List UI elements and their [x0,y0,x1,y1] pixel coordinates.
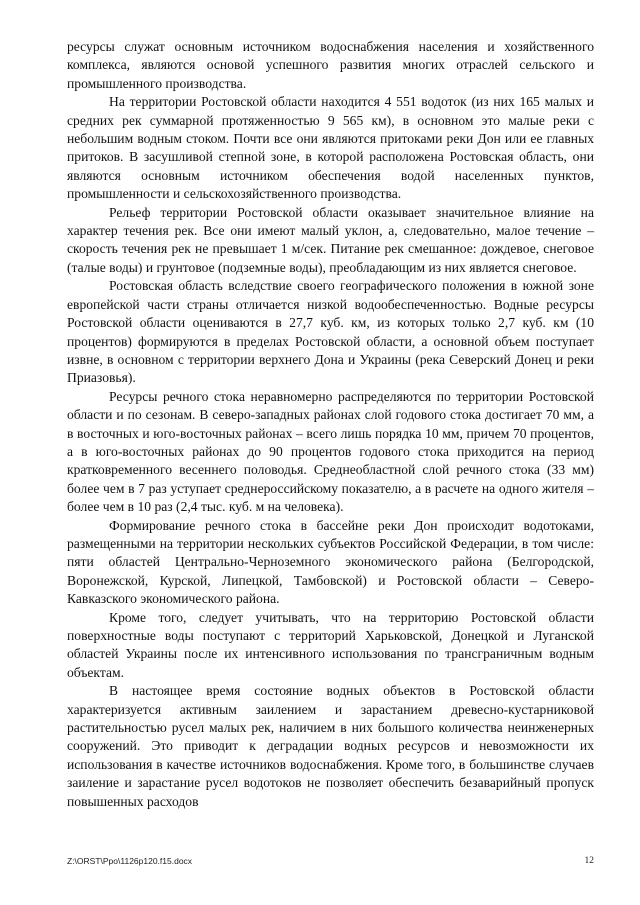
paragraph-6: Формирование речного стока в бассейне реки Дон происходит водотоками, размещенными на территории нескольких субъектов Российской Федерации, в том числе: пяти областей Центрально-Черноземного экономического района (Белгородской, Воронежской, Курской, Липецкой, Тамбовской) и Ростовской области – Северо-Кавказского экономического района. [67,517,594,607]
paragraph-2: На территории Ростовской области находится 4 551 водоток (из них 165 малых и средних рек суммарной протяженностью 9 565 км), в основном это малые реки с небольшим водным стоком. Почти все они являются притоками реки Дон или ее главных притоков. В засушливой степной зоне, в которой расположена Ростовская область, они являются основным источником обеспечения водой населенных пунктов, промышленности и сельскохозяйственного производства. [67,94,594,202]
document-body [67,38,594,811]
footer-file-path: Z:\ORST\Ppo\1126p120.f15.docx [67,856,193,866]
paragraph-3: Рельеф территории Ростовской области оказывает значительное влияние на характер течения рек. Все они имеют малый уклон, а, следовательно, малое течение – скорость течения рек не превышает 1 м/сек. Питание рек смешанное: дождевое, снеговое (талые воды) и грунтовое (подземные воды), преобладающим из них является снеговое. [67,204,594,275]
page-number: 12 [584,856,594,866]
paragraph-4: Ростовская область вследствие своего географического положения в южной зоне европейской части страны отличается низкой водообеспеченностью. Водные ресурсы Ростовской области оцениваются в 27,7 куб. км, из которых только 2,7 куб. км (10 процентов) формируются в пределах Ростовской области, а основной объем поступает извне, в основном с территории верхнего Дона и Украины (река Северский Донец и реки Приазовья). [67,278,594,386]
paragraph-1: ресурсы служат основным источником водоснабжения населения и хозяйственного комплекса, являются основой успешного развития многих отраслей сельского и промышленного производства. [67,39,594,91]
paragraph-8: В настоящее время состояние водных объектов в Ростовской области характеризуется активным заилением и зарастанием древесно-кустарниковой растительностью русел малых рек, наличием в них большого количества неинженерных сооружений. Это приводит к деградации водных ресурсов и невозможности их использования в качестве источников водоснабжения. Кроме того, в большинстве случаев заиление и зарастание русел водотоков не позволяет обеспечить безаварийный пропуск повышенных расходов [67,683,594,809]
paragraph-5: Ресурсы речного стока неравномерно распределяются по территории Ростовской области и по сезонам. В северо-западных районах слой годового стока достигает 70 мм, а в восточных и юго-восточных районах – всего лишь порядка 10 мм, причем 70 процентов, а в юго-восточных районах до 90 процентов годового стока приходится на период кратковременного весеннего половодья. Среднеобластной слой речного стока (33 мм) более чем в 7 раз уступает среднероссийскому показателю, а в расчете на одного жителя – более чем в 10 раз (2,4 тыс. куб. м на человека). [67,388,594,515]
paragraph-7: Кроме того, следует учитывать, что на территорию Ростовской области поверхностные воды поступают с территорий Харьковской, Донецкой и Луганской областей Украины после их интенсивного использования по трансграничным водным объектам. [67,609,594,680]
